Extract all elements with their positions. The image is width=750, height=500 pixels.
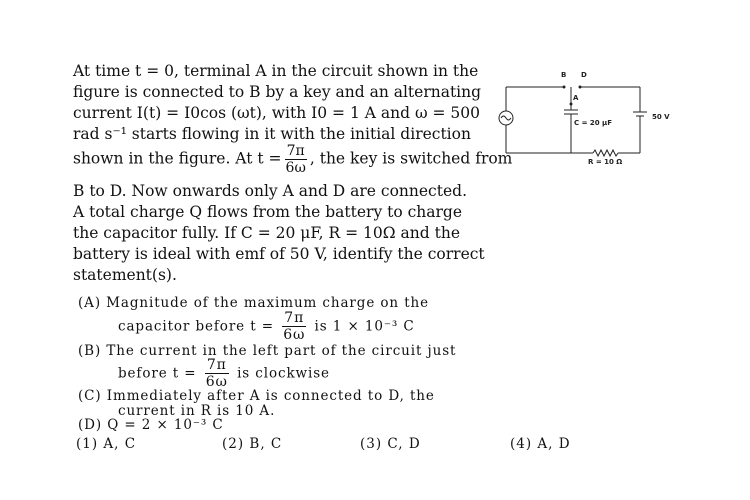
answer-choice-4[interactable]: (4) A, D: [510, 436, 571, 452]
stem-line: figure is connected to B by a key and an alternating: [73, 83, 482, 101]
stem-line: rad s⁻¹ starts flowing in it with the initial direction: [73, 125, 471, 143]
stem-line: battery is ideal with emf of 50 V, identify the correct: [73, 245, 485, 263]
capacitor-label: C = 20 μF: [574, 119, 612, 127]
option-c-cont: current in R is 10 A.: [118, 403, 276, 419]
option-c-line: (C) Immediately after A is connected to D, the: [78, 388, 435, 404]
stem-line: statement(s).: [73, 266, 177, 284]
stem-line: current I(t) = I0cos (ωt), with I0 = 1 A and ω = 500: [73, 104, 481, 122]
option-b-cont: before t = $\frac{7\pi}{6\omega}$ is clockwise: [118, 357, 330, 390]
resistor-icon: [593, 150, 618, 156]
time-fraction: $\frac{7\pi}{6\omega}$: [285, 143, 306, 176]
stem-line: the capacitor fully. If C = 20 μF, R = 10Ω and the: [73, 224, 460, 242]
stem-line: B to D. Now onwards only A and D are connected.: [73, 182, 467, 200]
stem-line: shown in the figure. At t =: [73, 149, 282, 168]
option-a-line: (A) Magnitude of the maximum charge on the: [78, 295, 430, 311]
terminal-a-label: A: [573, 94, 579, 102]
answer-choice-2[interactable]: (2) B, C: [222, 436, 283, 452]
terminal-b-label: B: [561, 71, 567, 79]
emf-label: 50 V: [652, 113, 670, 121]
resistor-label: R = 10 Ω: [588, 158, 623, 166]
option-a-cont: capacitor before t = $\frac{7\pi}{6\omega}$ is 1 × 10⁻³ C: [118, 310, 415, 343]
answer-choice-1[interactable]: (1) A, C: [76, 436, 137, 452]
stem-line: A total charge Q flows from the battery to charge: [73, 203, 463, 221]
time-fraction: $\frac{7\pi}{6\omega}$: [283, 310, 306, 343]
terminal-d-label: D: [581, 71, 587, 79]
answer-choice-3[interactable]: (3) C, D: [360, 436, 421, 452]
stem-line: , the key is switched from: [309, 149, 513, 168]
option-d-line: (D) Q = 2 × 10⁻³ C: [78, 417, 224, 433]
option-b-line: (B) The current in the left part of the circuit just: [78, 343, 457, 359]
stem-line: At time t = 0, terminal A in the circuit shown in the: [73, 62, 479, 80]
time-fraction: $\frac{7\pi}{6\omega}$: [205, 357, 228, 390]
